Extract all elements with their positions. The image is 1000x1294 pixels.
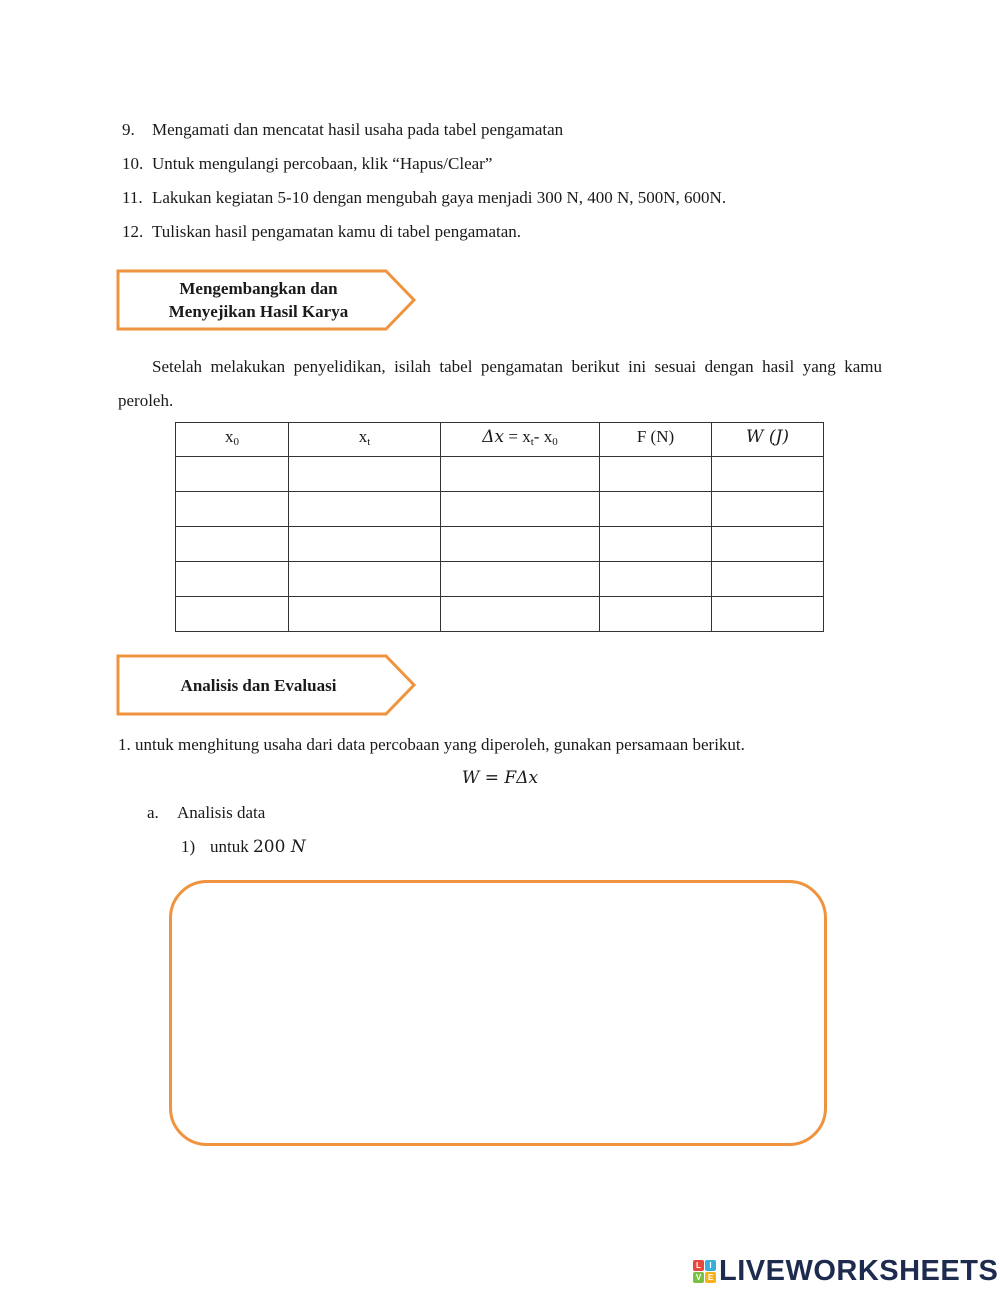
step-number: 11. [122,188,143,207]
table-cell[interactable] [712,457,824,492]
step-12 [122,222,521,242]
table-cell[interactable] [289,457,441,492]
header-x0: $x_0$ [176,423,289,457]
table-cell[interactable] [176,597,289,632]
table-cell[interactable] [441,527,600,562]
table-cell[interactable] [289,527,441,562]
observation-table [175,422,824,632]
table-cell[interactable] [441,492,600,527]
logo-mark-icon: L I V E [693,1260,716,1283]
intro-paragraph: Setelah melakukan penyelidikan, isilah tabel pengamatan berikut ini sesuai dengan hasil yang kamu peroleh. [118,357,882,410]
table-cell[interactable] [712,597,824,632]
table-cell[interactable] [441,562,600,597]
table-cell[interactable] [289,562,441,597]
header-delta-x: Δ𝑥 = $x_t-$ $x_0$ [441,423,600,457]
table-cell[interactable] [176,457,289,492]
table-cell[interactable] [600,597,712,632]
table-cell[interactable] [176,562,289,597]
table-cell[interactable] [712,492,824,527]
header-xt: $x_t$ [289,423,441,457]
table-cell[interactable] [600,562,712,597]
banner-line-2: Menyejikan Hasil Karya [168,302,349,321]
analysis-question: 1. untuk menghitung usaha dari data percobaan yang diperoleh, gunakan persamaan berikut. [118,735,745,754]
banner-title [116,654,401,716]
table-cell[interactable] [441,457,600,492]
force-value: 200 [252,837,291,857]
table-cell[interactable] [600,527,712,562]
step-number: 12. [122,222,144,241]
table-cell[interactable] [600,457,712,492]
table-row [176,597,824,632]
table-row [176,457,824,492]
banner-line-1: Mengembangkan dan [179,279,338,298]
banner-label: Analisis dan Evaluasi [180,675,337,695]
work-equation: 𝑊 = 𝐹Δ𝑥 [461,768,539,788]
answer-box[interactable] [169,880,827,1146]
logo-text: LIVEWORKSHEETS [719,1255,999,1287]
sub-item-a [147,803,265,823]
table-row [176,562,824,597]
step-10 [122,154,492,174]
item-marker: 1) [181,837,196,856]
table-cell[interactable] [176,492,289,527]
step-9 [122,120,563,140]
item-text: untuk [210,837,249,856]
liveworksheets-logo [693,1255,998,1288]
table-row [176,527,824,562]
table-header-row [176,423,824,457]
table-cell[interactable] [289,492,441,527]
step-text: Lakukan kegiatan 5-10 dengan mengubah gaya menjadi 300 N, 400 N, 500N, 600N. [152,188,727,207]
banner-title [116,269,401,331]
header-force: F (N) [600,423,712,457]
header-work: 𝑊 (𝐽) [712,423,824,457]
step-11 [122,188,726,208]
step-number: 10. [122,154,144,173]
section-banner-karya [116,269,418,331]
step-text: Untuk mengulangi percobaan, klik “Hapus/Clear” [152,154,493,173]
item-1 [181,837,306,857]
sub-item-text: Analisis data [177,803,266,822]
step-text: Mengamati dan mencatat hasil usaha pada tabel pengamatan [152,120,564,139]
table-cell[interactable] [712,527,824,562]
table-cell[interactable] [289,597,441,632]
table-row [176,492,824,527]
table-cell[interactable] [176,527,289,562]
step-number: 9. [122,120,135,139]
sub-item-marker: a. [147,803,159,822]
table-cell[interactable] [441,597,600,632]
section-banner-analisis [116,654,418,716]
step-text: Tuliskan hasil pengamatan kamu di tabel pengamatan. [152,222,522,241]
table-cell[interactable] [712,562,824,597]
force-unit: 𝑁 [290,837,306,857]
table-cell[interactable] [600,492,712,527]
